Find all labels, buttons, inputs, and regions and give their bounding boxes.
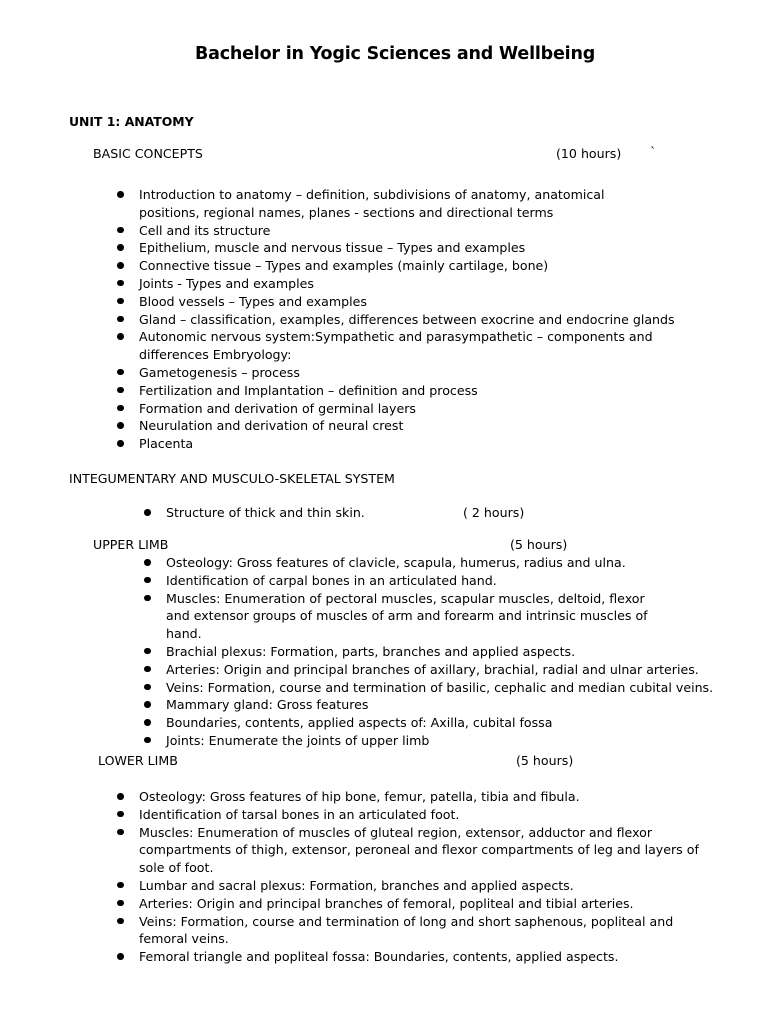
upper-limb-heading: UPPER LIMB xyxy=(93,537,169,552)
list-item: Formation and derivation of germinal layers xyxy=(139,400,739,418)
list-item: Identification of tarsal bones in an articulated foot. xyxy=(139,806,739,824)
list-item: Osteology: Gross features of hip bone, femur, patella, tibia and fibula. xyxy=(139,788,739,806)
list-item: Identification of carpal bones in an articulated hand. xyxy=(166,572,746,590)
list-item: Joints - Types and examples xyxy=(139,275,739,293)
list-item: Gametogenesis – process xyxy=(139,364,739,382)
upper-limb-list xyxy=(166,554,746,750)
integumentary-hours: ( 2 hours) xyxy=(463,505,525,520)
document-title: Bachelor in Yogic Sciences and Wellbeing xyxy=(194,44,596,64)
list-item: Muscles: Enumeration of muscles of gluteal region, extensor, adductor and flexor compartments of thigh, extensor, peroneal and flexor compartments of leg and layers of sole of foot. xyxy=(139,824,725,877)
list-item: Femoral triangle and popliteal fossa: Boundaries, contents, applied aspects. xyxy=(139,948,739,966)
integumentary-list xyxy=(166,504,746,522)
list-item: Joints: Enumerate the joints of upper limb xyxy=(166,732,746,750)
list-item: Fertilization and Implantation – definition and process xyxy=(139,382,739,400)
basic-concepts-hours: (10 hours) xyxy=(556,146,622,161)
list-item: Boundaries, contents, applied aspects of: Axilla, cubital fossa xyxy=(166,714,746,732)
list-item: Lumbar and sacral plexus: Formation, branches and applied aspects. xyxy=(139,877,739,895)
list-item: Introduction to anatomy – definition, subdivisions of anatomy, anatomical positions, regional names, planes - sections and directional terms xyxy=(139,186,609,222)
list-item: Arteries: Origin and principal branches of axillary, brachial, radial and ulnar arteries. xyxy=(166,661,746,679)
basic-concepts-heading: BASIC CONCEPTS xyxy=(93,146,203,161)
list-item: Cell and its structure xyxy=(139,222,739,240)
list-item: Placenta xyxy=(139,435,739,453)
stray-mark: ` xyxy=(650,144,657,159)
list-item: Veins: Formation, course and termination of basilic, cephalic and median cubital veins. xyxy=(166,679,746,697)
list-item: Blood vessels – Types and examples xyxy=(139,293,739,311)
list-item: Epithelium, muscle and nervous tissue – Types and examples xyxy=(139,239,739,257)
basic-concepts-list xyxy=(139,186,739,453)
list-item: Neurulation and derivation of neural crest xyxy=(139,417,739,435)
list-item: Brachial plexus: Formation, parts, branches and applied aspects. xyxy=(166,643,746,661)
list-item: Gland – classification, examples, differences between exocrine and endocrine glands xyxy=(139,311,739,329)
integumentary-heading: INTEGUMENTARY AND MUSCULO-SKELETAL SYSTEM xyxy=(69,471,395,486)
list-item: Veins: Formation, course and termination of long and short saphenous, popliteal and femoral veins. xyxy=(139,913,699,949)
list-item: Osteology: Gross features of clavicle, scapula, humerus, radius and ulna. xyxy=(166,554,746,572)
list-item: Autonomic nervous system:Sympathetic and parasympathetic – components and differences Embryology: xyxy=(139,328,725,364)
upper-limb-hours: (5 hours) xyxy=(510,537,568,552)
lower-limb-list xyxy=(139,788,739,966)
list-item: Muscles: Enumeration of pectoral muscles, scapular muscles, deltoid, flexor and extensor groups of muscles of arm and forearm and intrinsic muscles of hand. xyxy=(166,590,666,643)
list-item: Connective tissue – Types and examples (mainly cartilage, bone) xyxy=(139,257,739,275)
lower-limb-hours: (5 hours) xyxy=(516,753,574,768)
list-item: Arteries: Origin and principal branches of femoral, popliteal and tibial arteries. xyxy=(139,895,739,913)
list-item: Mammary gland: Gross features xyxy=(166,696,746,714)
list-item: Structure of thick and thin skin. xyxy=(166,504,746,522)
lower-limb-heading: LOWER LIMB xyxy=(98,753,178,768)
unit-heading: UNIT 1: ANATOMY xyxy=(69,114,194,129)
